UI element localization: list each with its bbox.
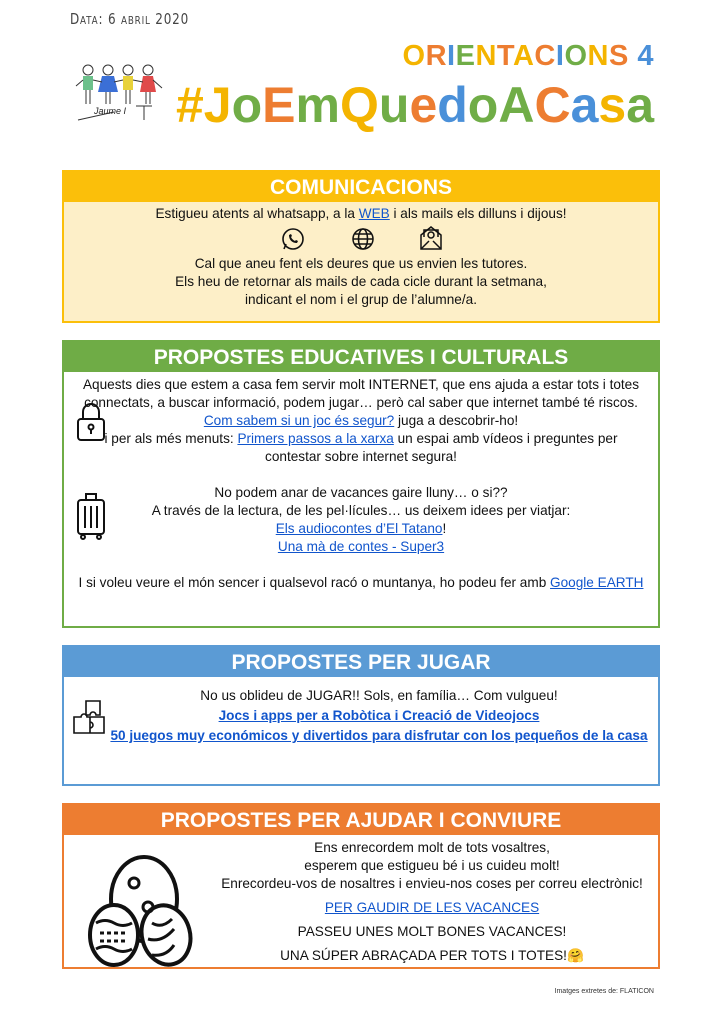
audiocontes-link[interactable]: Els audiocontes d’El Tatano — [275, 521, 443, 536]
text: PASSEU UNES MOLT BONES VACANCES! — [297, 924, 567, 939]
title-letter: I — [447, 40, 456, 72]
title-letter: s — [598, 77, 627, 133]
globe-icon — [351, 227, 375, 251]
title-letter: T — [496, 40, 513, 72]
date-label: Data: 6 abril 2020 — [70, 10, 190, 28]
padlock-icon — [76, 402, 106, 442]
puzzle-icon — [72, 699, 108, 735]
title-letter: O — [564, 40, 588, 72]
text: Els heu de retornar als mails de cada cicle durant la setmana, — [175, 274, 547, 289]
title-letter: o — [231, 77, 263, 133]
image-credit: Imatges extretes de: FLATICON — [554, 988, 654, 995]
first-steps-link[interactable]: Primers passos a la xarxa — [237, 431, 394, 446]
title-letter: o — [467, 77, 499, 133]
text: juga a descobrir-ho! — [394, 413, 519, 428]
title-letter: e — [409, 77, 438, 133]
title-letter: d — [437, 77, 468, 133]
juegos-link[interactable]: 50 juegos muy económicos y divertidos para disfrutar con los pequeños de la casa — [110, 728, 648, 743]
text: No us oblideu de JUGAR!! Sols, en família… Com vulgueu! — [200, 688, 558, 703]
text: i als mails els dilluns i dijous! — [389, 206, 567, 221]
vacances-link[interactable]: PER GAUDIR DE LES VACANCES — [324, 900, 540, 915]
web-link[interactable]: WEB — [358, 206, 390, 221]
text: un espai amb vídeos i preguntes per contestar sobre internet segura! — [265, 431, 618, 464]
svg-text:Jaume I: Jaume I — [94, 106, 127, 116]
section-title: PROPOSTES PER AJUDAR I CONVIURE — [64, 805, 658, 835]
suitcase-icon — [76, 492, 106, 540]
section-ajudar — [62, 803, 660, 969]
title-letter: a — [570, 77, 599, 133]
text: esperem que estigueu bé i us cuideu molt! — [304, 858, 560, 873]
title-letter: N — [475, 40, 497, 72]
title-letter: A — [498, 77, 535, 133]
text: ! — [442, 521, 447, 536]
title-letter: C — [534, 77, 571, 133]
title-letter: u — [378, 77, 410, 133]
text: Ens enrecordem molt de tots vosaltres, — [314, 840, 550, 855]
text: UNA SÚPER ABRAÇADA PER TOTS I TOTES! — [280, 948, 567, 963]
section-comunicacions — [62, 170, 660, 323]
title-letter: 4 — [637, 40, 654, 72]
text: A través de la lectura, de les pel·lícules… us deixem idees per viatjar: — [151, 503, 571, 518]
school-logo — [74, 62, 170, 124]
google-earth-link[interactable]: Google EARTH — [550, 575, 644, 590]
title-letter: E — [455, 40, 476, 72]
title-letter: C — [534, 40, 556, 72]
email-icon — [419, 225, 443, 251]
text: I si voleu veure el món sencer i qualsevol racó o muntanya, ho podeu fer amb — [78, 575, 551, 590]
title-letter: I — [555, 40, 565, 72]
safe-game-link[interactable]: Com sabem si un joc és segur? — [203, 413, 395, 428]
text: Aquests dies que estem a casa fem servir molt INTERNET, que ens ajuda a estar tots i totes connectats, a buscar informació, podem jugar… però cal saber que internet també té riscos. — [82, 377, 640, 410]
title-letter: O — [402, 40, 426, 72]
title-letter: # — [175, 77, 204, 133]
title-letter: R — [425, 40, 448, 72]
text: indicant el nom i el grup de l’alumne/a. — [245, 292, 477, 307]
section-jugar — [62, 645, 660, 786]
title-letter: Q — [339, 77, 379, 133]
contes-super3-link[interactable]: Una mà de contes - Super3 — [277, 539, 445, 554]
text: Estigueu atents al whatsapp, a la — [155, 206, 359, 221]
text: i per als més menuts: — [104, 431, 238, 446]
orientacions-title — [403, 40, 654, 73]
title-letter: J — [203, 77, 232, 133]
title-letter: a — [626, 77, 654, 133]
section-title: COMUNICACIONS — [64, 172, 658, 202]
section-educatives — [62, 340, 660, 628]
section-title: PROPOSTES PER JUGAR — [64, 647, 658, 677]
hashtag-title — [176, 76, 654, 134]
hug-emoji-icon: 🤗 — [566, 948, 584, 963]
text: Cal que aneu fent els deures que us envien les tutores. — [194, 256, 528, 271]
title-letter: A — [512, 40, 535, 72]
title-letter: E — [262, 77, 296, 133]
title-letter: S — [608, 40, 629, 72]
title-letter: m — [295, 77, 340, 133]
whatsapp-icon — [281, 227, 305, 251]
easter-eggs-icon — [86, 853, 196, 967]
section-title: PROPOSTES EDUCATIVES I CULTURALS — [64, 342, 658, 372]
text: Enrecordeu-vos de nosaltres i envieu-nos coses per correu electrònic! — [221, 876, 643, 891]
title-letter: N — [587, 40, 609, 72]
text: No podem anar de vacances gaire lluny… o si?? — [214, 485, 508, 500]
robotica-link[interactable]: Jocs i apps per a Robòtica i Creació de Videojocs — [218, 708, 540, 723]
